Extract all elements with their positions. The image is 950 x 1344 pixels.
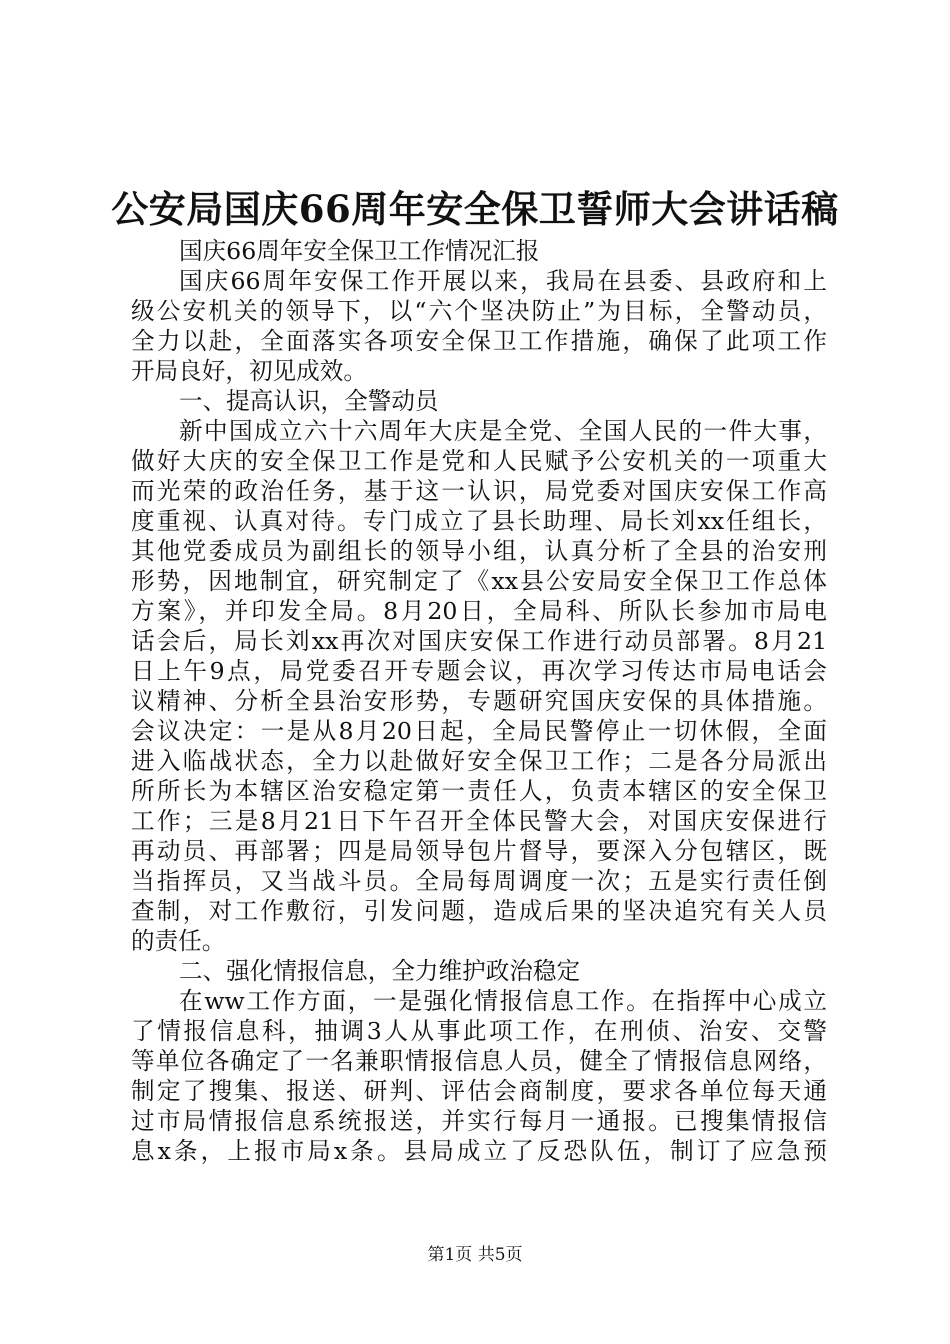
body-line: 级公安机关的领导下，以“六个坚决防止”为目标，全警动员， [131,297,827,325]
body-line: 过市局情报信息系统报送，并实行每月一通报。已搜集情报信 [131,1107,827,1135]
body-line: 议精神、分析全县治安形势，专题研究国庆安保的具体措施。 [131,687,827,715]
body-line: 查制，对工作敷衍，引发问题，造成后果的坚决追究有关人员 [131,897,827,925]
body-line: 国庆66周年安全保卫工作情况汇报 [179,237,540,265]
body-line: 日上午9点，局党委召开专题会议，再次学习传达市局电话会 [131,657,827,685]
body-line: 会议决定：一是从8月20日起，全局民警停止一切休假，全面 [131,717,827,745]
body-line: 工作；三是8月21日下午召开全体民警大会，对国庆安保进行 [131,807,827,835]
body-line: 新中国成立六十六周年大庆是全党、全国人民的一件大事， [179,417,827,445]
body-line: 全力以赴，全面落实各项安全保卫工作措施，确保了此项工作 [131,327,827,355]
body-line: 一、提高认识，全警动员 [179,387,439,415]
body-line: 国庆66周年安保工作开展以来，我局在县委、县政府和上 [179,267,827,295]
body-line: 当指挥员，又当战斗员。全局每周调度一次；五是实行责任倒 [131,867,827,895]
body-line: 的责任。 [131,927,226,955]
body-line: 再动员、再部署；四是局领导包片督导，要深入分包辖区，既 [131,837,827,865]
body-line: 方案》，并印发全局。8月20日，全局科、所队长参加市局电 [131,597,827,625]
body-line: 二、强化情报信息，全力维护政治稳定 [179,957,581,985]
body-line: 所所长为本辖区治安稳定第一责任人，负责本辖区的安全保卫 [131,777,827,805]
body-line: 其他党委成员为副组长的领导小组，认真分析了全县的治安刑 [131,537,827,565]
body-line: 息x条，上报市局x条。县局成立了反恐队伍，制订了应急预 [131,1137,827,1165]
body-line: 了情报信息科，抽调3人从事此项工作，在刑侦、治安、交警 [131,1017,827,1045]
body-line: 进入临战状态，全力以赴做好安全保卫工作；二是各分局派出 [131,747,827,775]
body-line: 度重视、认真对待。专门成立了县长助理、局长刘xx任组长， [131,507,827,535]
body-line: 而光荣的政治任务，基于这一认识，局党委对国庆安保工作高 [131,477,827,505]
body-line: 形势，因地制宜，研究制定了《xx县公安局安全保卫工作总体 [131,567,827,595]
body-line: 话会后，局长刘xx再次对国庆安保工作进行动员部署。8月21 [131,627,827,655]
page-footer: 第1页 共5页 [427,1245,523,1265]
document-body [131,236,827,1166]
body-line: 制定了搜集、报送、研判、评估会商制度，要求各单位每天通 [131,1077,827,1105]
body-line: 在ww工作方面，一是强化情报信息工作。在指挥中心成立 [179,987,827,1015]
document-title: 公安局国庆66周年安全保卫誓师大会讲话稿 [111,187,839,231]
body-line: 开局良好，初见成效。 [131,357,367,385]
body-line: 等单位各确定了一名兼职情报信息人员，健全了情报信息网络， [131,1047,827,1075]
body-line: 做好大庆的安全保卫工作是党和人民赋予公安机关的一项重大 [131,447,827,475]
